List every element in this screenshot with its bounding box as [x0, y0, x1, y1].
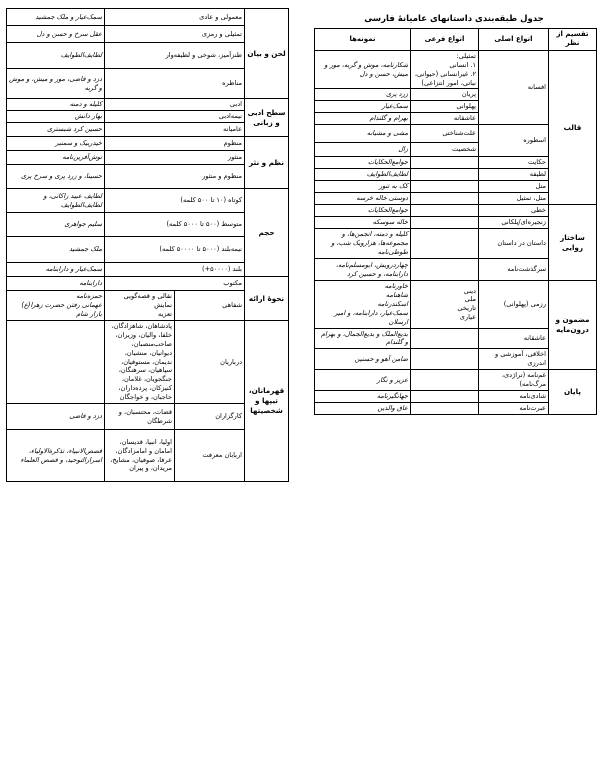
type-cell: نیمه‌بلند (۵۰۰۰ تا ۵۰۰۰۰ کلمه) — [105, 237, 245, 263]
example-cell: سمک‌عیار و ملک جمشید — [7, 9, 105, 26]
main-type-cell: عبرت‌نامه — [479, 402, 549, 414]
main-type-cell: غم‌نامه (تراژدی، مرگ‌نامه) — [479, 370, 549, 391]
example-cell: لطایف‌الطوایف — [315, 169, 411, 181]
example-cell: حسین کرد شبستری — [7, 123, 105, 137]
header-category: تقسیم از نظر — [549, 29, 597, 51]
type-cell: معمولی و عادی — [105, 9, 245, 26]
sub-type-cell — [411, 217, 479, 229]
header-examples: نمونه‌ها — [315, 29, 411, 51]
main-type-cell: افسانه — [479, 50, 549, 125]
main-type-cell: متل، تمثیل — [479, 193, 549, 205]
sub-type-cell — [411, 390, 479, 402]
type-cell: شفاهی — [175, 291, 245, 321]
example-cell: بهرام و گلندام — [315, 113, 411, 125]
sub-type-cell: قضات، محتسبان، و شرطگان — [105, 404, 175, 430]
type-cell: تمثیلی و رمزی — [105, 26, 245, 43]
example-cell: عقل سرخ و حسن و دل — [7, 26, 105, 43]
category-cell: لحن و بیان — [245, 9, 289, 99]
left-classification-table — [6, 8, 289, 482]
type-cell: ادبی — [105, 99, 245, 111]
example-cell — [7, 321, 105, 404]
table-row — [7, 277, 289, 291]
table-row — [7, 321, 289, 404]
example-cell: عاق والدین — [315, 402, 411, 414]
main-type-cell: داستان در داستان — [479, 229, 549, 259]
sub-type-cell — [411, 169, 479, 181]
main-type-cell: حکایت — [479, 157, 549, 169]
type-cell: کارگزاران — [175, 404, 245, 430]
type-cell: منثور — [105, 151, 245, 165]
sub-type-cell: عاشقانه — [411, 113, 479, 125]
example-cell: دوستی خاله خرسه — [315, 193, 411, 205]
example-cell: مشی و مشیانه — [315, 125, 411, 143]
table-row — [7, 99, 289, 111]
header-main-type: انواع اصلی — [479, 29, 549, 51]
example-cell: خاله سوسکه — [315, 217, 411, 229]
sub-type-cell — [411, 349, 479, 370]
example-cell: قصص‌الانبیاء، تذکرةالاولیاء، اسرارالتوحید، و قصص العلماء — [7, 430, 105, 482]
sub-type-cell: نقالی و قصه‌گویی نمایش تعزیه — [105, 291, 175, 321]
example-cell: سمک‌عیار — [315, 101, 411, 113]
document-title: جدول طبقه‌بندی داستانهای عامیانهٔ فارسی — [364, 14, 544, 24]
sub-type-cell: علت‌شناختی — [411, 125, 479, 143]
example-cell: سمک‌عیار و دارابنامه — [7, 263, 105, 277]
example-cell: دارابنامه — [7, 277, 105, 291]
example-cell: سلیم جواهری — [7, 213, 105, 237]
sub-type-cell — [411, 370, 479, 391]
type-cell: منظوم و منثور — [105, 165, 245, 189]
category-cell: ساختار روایی — [549, 205, 597, 281]
sub-type-cell — [411, 259, 479, 281]
example-cell: بدیع‌الملک و بدیع‌الجمال، و بهرام و گلندام — [315, 328, 411, 349]
type-cell: درباریان — [175, 321, 245, 404]
category-cell: مضمون و درون‌مایه — [549, 281, 597, 370]
example-cell: نوش‌آفرین‌نامه — [7, 151, 105, 165]
sub-type-cell: دینی ملی تاریخی عیاری — [411, 281, 479, 328]
example-cell: دزد و قاضی، مور و میش، و موش و گربه — [7, 69, 105, 99]
sub-type-cell — [411, 193, 479, 205]
example-cell: ضامن آهو و حسنین — [315, 349, 411, 370]
sub-type-cell: اولیا، انبیا، قدیسان، امامان و امامزادگان، عرفا، صوفیان، مشایخ، مریدان، و پیران — [105, 430, 175, 482]
type-cell: کوتاه (۱۰ تا ۵۰۰ کلمه) — [105, 189, 245, 213]
right-classification-table — [314, 28, 597, 415]
example-cell: بهار دانش — [7, 111, 105, 123]
sub-type-cell: پادشاهان، شاهزادگان، خلفا، والیان، وزیران، صاحب‌منصبان، دیوانیان، منشیان، ندیمان، مستوفیان، سپاهیان، سرهنگان، جنگجویان، غلامان، کنیزکان، پرده‌داران، حاجبان، و خواجگان — [105, 321, 175, 404]
example-cell: لطایف عبید زاکانی، و لطایف‌الطوایف — [7, 189, 105, 213]
left-table-body — [7, 9, 289, 482]
right-table-body — [315, 50, 597, 414]
example-cell: چهاردرویش، ابومسلم‌نامه، دارابنامه، و حسین کرد — [315, 259, 411, 281]
category-cell: نحوهٔ ارائه — [245, 277, 289, 321]
example-cell: زرد پری — [315, 89, 411, 101]
sub-type-cell — [411, 205, 479, 217]
table-row — [315, 370, 597, 391]
table-row — [315, 205, 597, 217]
table-row — [7, 137, 289, 151]
example-cell: لطایف‌الطوایف — [7, 43, 105, 69]
example-cell: دزد و قاضی — [7, 404, 105, 430]
main-type-cell: زنجیره‌ای/پلکانی — [479, 217, 549, 229]
main-type-cell: عاشقانه — [479, 328, 549, 349]
example-cell: کلیله و دمنه — [7, 99, 105, 111]
main-type-cell: لطیفه — [479, 169, 549, 181]
table-row — [315, 50, 597, 89]
table-row — [7, 9, 289, 26]
main-type-cell: سرگذشت‌نامه — [479, 259, 549, 281]
main-type-cell: خطی — [479, 205, 549, 217]
main-type-cell: اسطوره — [479, 125, 549, 157]
sub-type-cell: پهلوانی — [411, 101, 479, 113]
table-row — [315, 281, 597, 328]
sub-type-cell: پریان — [411, 89, 479, 101]
example-cell: عزیز و نگار — [315, 370, 411, 391]
type-cell: مناظره — [105, 69, 245, 99]
example-cell: حمزه‌نامه عهمانی رفتن حضرت زهرا(ع) بازار شام — [7, 291, 105, 321]
header-row — [315, 29, 597, 51]
main-type-cell: اخلاقی، آموزشی و اندرزی — [479, 349, 549, 370]
sub-type-cell: تمثیلی: ۱. انسانی ۲. غیرانسانی (حیوانی، نباتی، امور انتزاعی) — [411, 50, 479, 89]
example-cell: جوامع‌الحکایات — [315, 205, 411, 217]
table-row — [7, 189, 289, 213]
main-type-cell: رزمی (پهلوانی) — [479, 281, 549, 328]
example-cell: زال — [315, 143, 411, 157]
type-cell: منظوم — [105, 137, 245, 151]
type-cell: مکتوب — [105, 277, 245, 291]
category-cell: قالب — [549, 50, 597, 205]
type-cell: عامیانه — [105, 123, 245, 137]
type-cell: متوسط (۵۰۰ تا ۵۰۰۰ کلمه) — [105, 213, 245, 237]
sub-type-cell — [411, 157, 479, 169]
example-cell: خاورنامه شاهنامه اسکندرنامه سمک‌عیار، دارابنامه، و امیر ارسلان — [315, 281, 411, 328]
sub-type-cell — [411, 181, 479, 193]
example-cell: جوامع‌الحکایات — [315, 157, 411, 169]
type-cell: اربابان معرفت — [175, 430, 245, 482]
type-cell: طنزآمیز، شوخی و لطیفه‌وار — [105, 43, 245, 69]
example-cell: ملک جمشید — [7, 237, 105, 263]
example-cell: خیدربیک و سمنبر — [7, 137, 105, 151]
example-cell: شکارنامه، موش و گربه، مور و میش، حسن و دل — [315, 50, 411, 89]
category-cell: پایان — [549, 370, 597, 415]
example-cell: جهانگیرنامه — [315, 390, 411, 402]
category-cell: نظم و نثر — [245, 137, 289, 189]
example-cell: کک به تنور — [315, 181, 411, 193]
category-cell: سطح ادبی و زبانی — [245, 99, 289, 137]
sub-type-cell — [411, 229, 479, 259]
sub-type-cell — [411, 328, 479, 349]
main-type-cell: متل — [479, 181, 549, 193]
category-cell: حجم — [245, 189, 289, 277]
type-cell: نیمه‌ادبی — [105, 111, 245, 123]
example-cell: حسینا، و زرد پری و سرخ پری — [7, 165, 105, 189]
category-cell: قهرمانان، تیپها و شخصیتها — [245, 321, 289, 482]
sub-type-cell: شخصیت — [411, 143, 479, 157]
header-sub-type: انواع فرعی — [411, 29, 479, 51]
sub-type-cell — [411, 402, 479, 414]
main-type-cell: شادی‌نامه — [479, 390, 549, 402]
example-cell: کلیله و دمنه، انجمن‌ها، و مجموعه‌ها، هزارویک شب، و طوطی‌نامه — [315, 229, 411, 259]
type-cell: بلند (۵۰۰۰۰+) — [105, 263, 245, 277]
